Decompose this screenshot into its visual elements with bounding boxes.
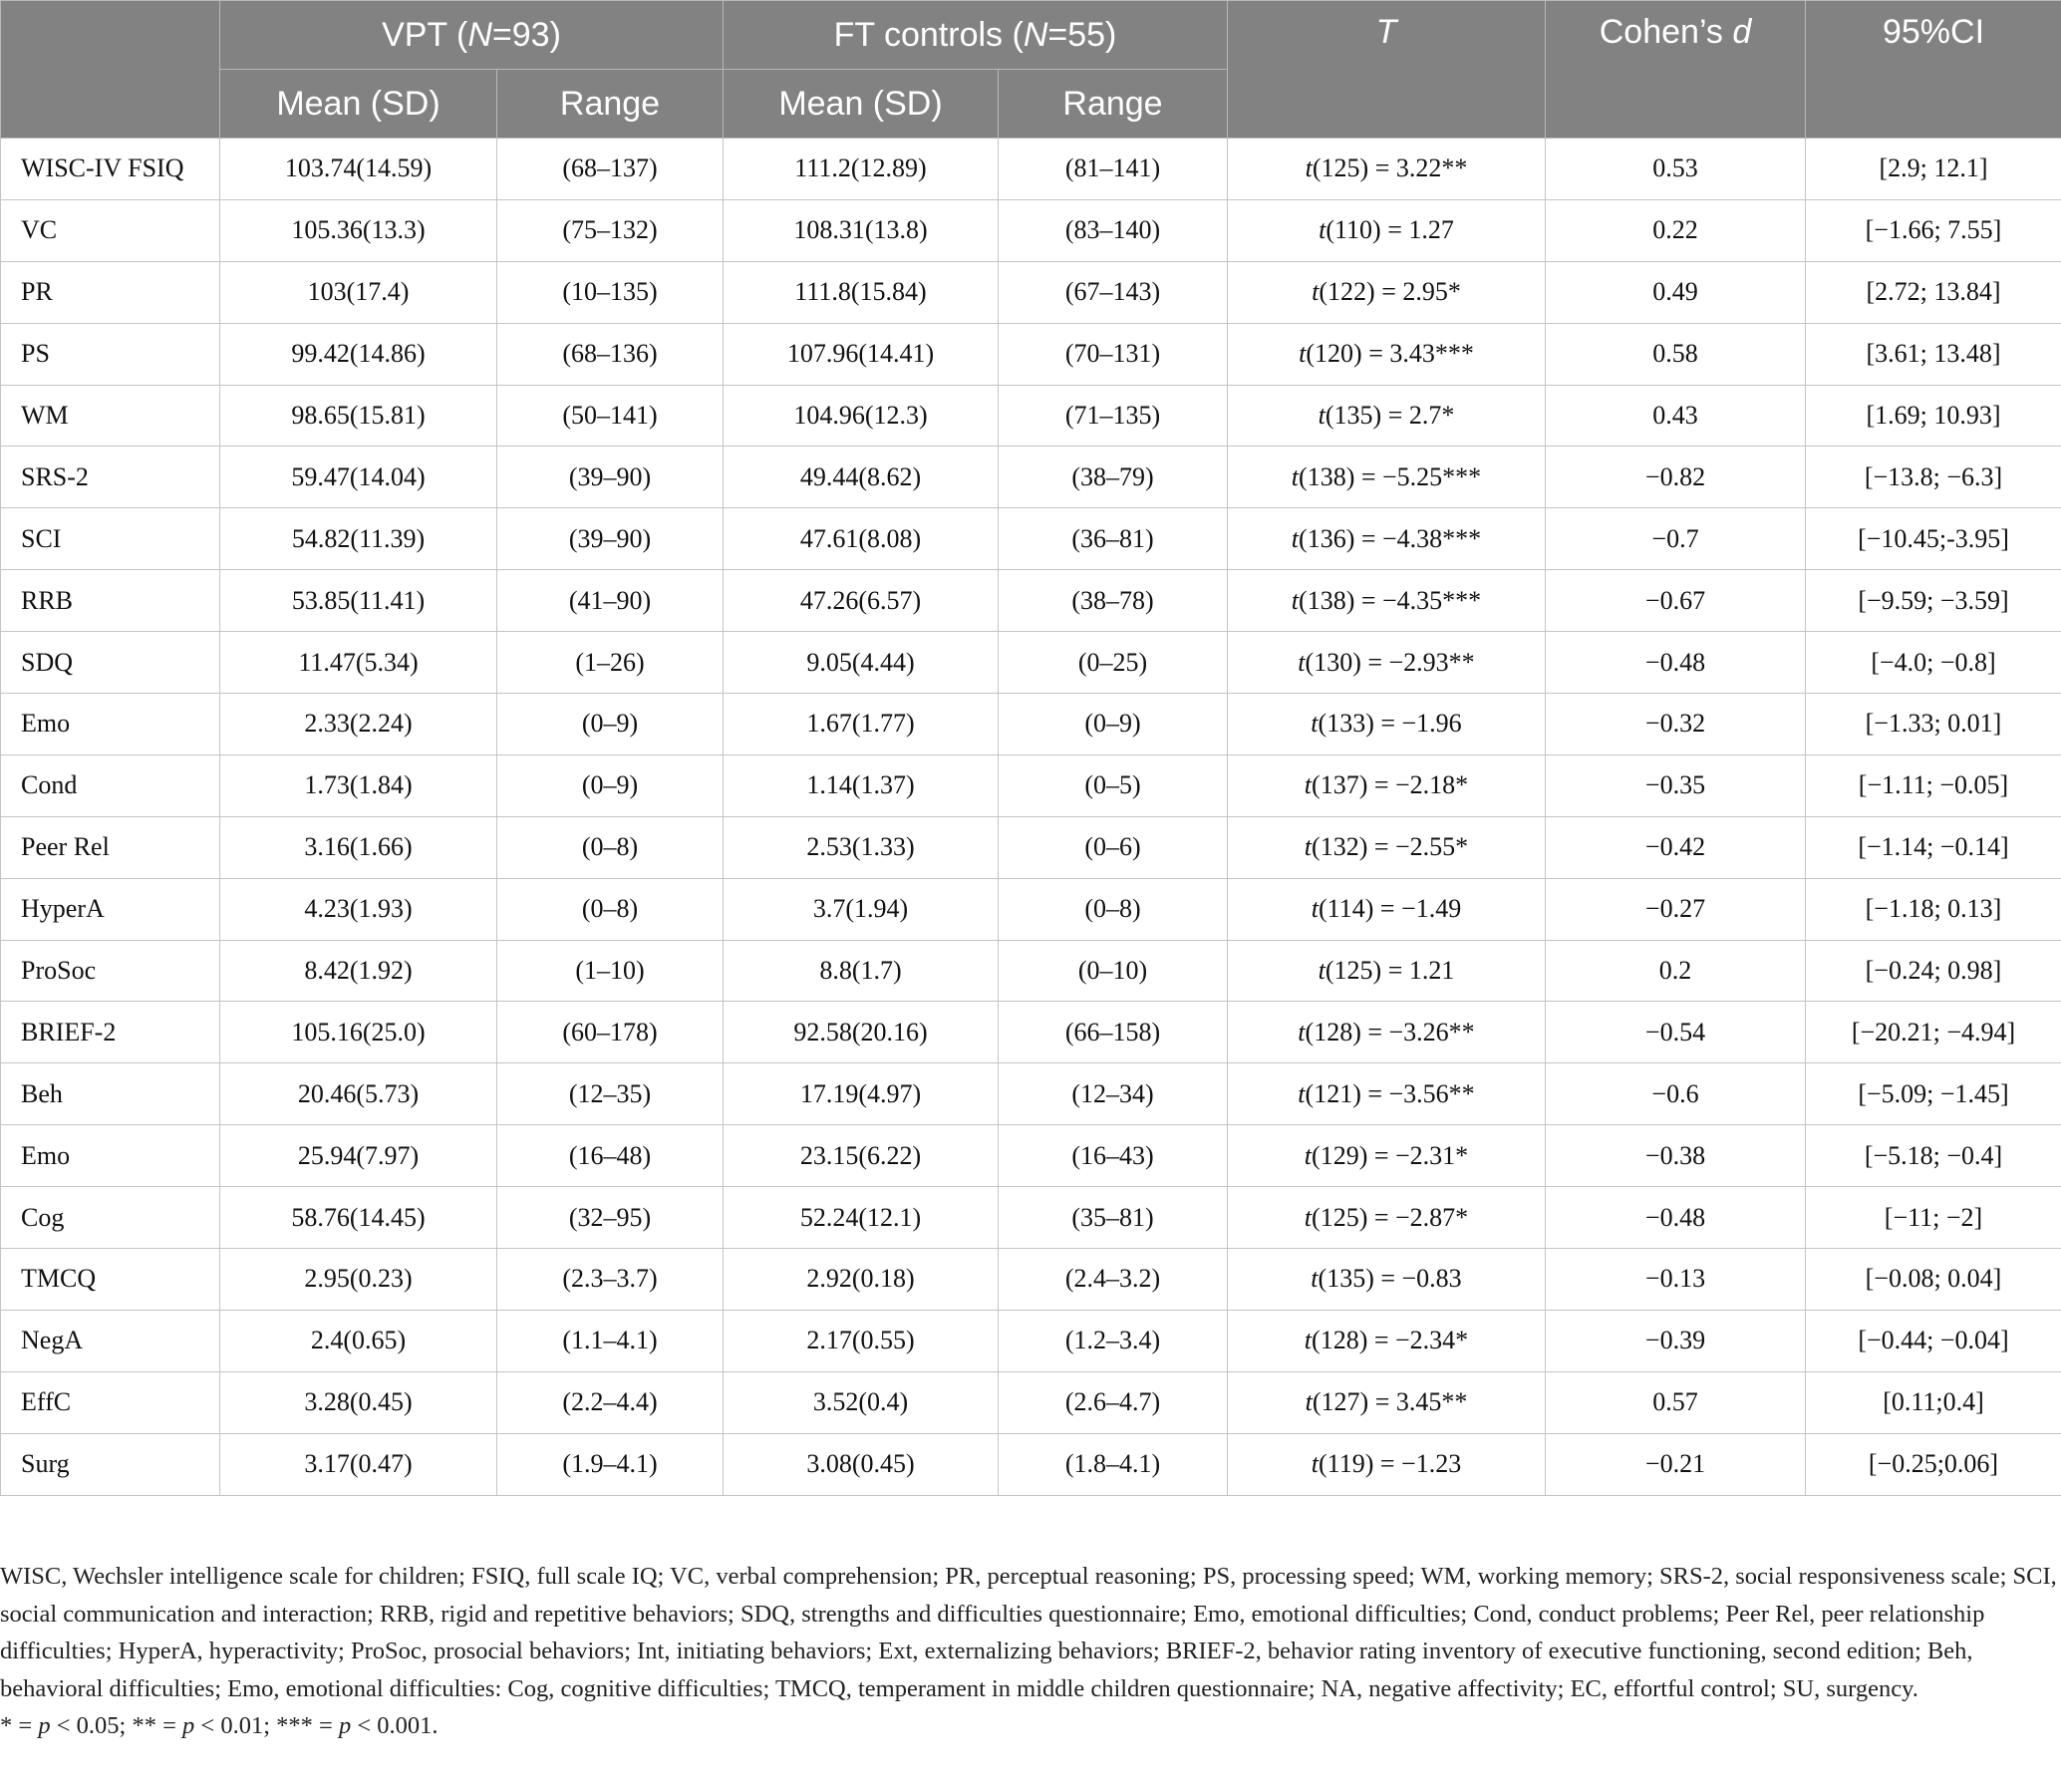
vpt-mean-cell: 4.23(1.93) — [220, 878, 497, 940]
cohens-d-cell: −0.48 — [1546, 632, 1806, 694]
table-row — [1, 385, 2061, 447]
ft-mean-cell: 1.14(1.37) — [724, 754, 999, 816]
ci-cell: [−1.66; 7.55] — [1806, 199, 2061, 261]
t-stat-cell: t(121) = −3.56** — [1228, 1063, 1546, 1125]
ft-mean-cell: 92.58(20.16) — [724, 1002, 999, 1063]
t-stat-cell: t(122) = 2.95* — [1228, 261, 1546, 323]
ft-mean-cell: 1.67(1.77) — [724, 694, 999, 755]
cohens-d-cell: −0.39 — [1546, 1310, 1806, 1371]
ft-mean-cell: 2.53(1.33) — [724, 816, 999, 878]
vpt-range-cell: (0–8) — [497, 816, 724, 878]
ft-range-cell: (0–5) — [999, 754, 1228, 816]
table-row — [1, 139, 2061, 200]
t-stat-cell: t(130) = −2.93** — [1228, 632, 1546, 694]
table-row — [1, 570, 2061, 632]
ft-range-cell: (38–79) — [999, 447, 1228, 508]
ft-mean-cell: 108.31(13.8) — [724, 199, 999, 261]
cohens-d-cell: −0.67 — [1546, 570, 1806, 632]
t-stat-cell: t(136) = −4.38*** — [1228, 508, 1546, 570]
cohens-d-cell: −0.13 — [1546, 1249, 1806, 1311]
cohens-d-cell: 0.2 — [1546, 940, 1806, 1002]
ft-range-cell: (2.4–3.2) — [999, 1249, 1228, 1311]
t-stat-cell: t(132) = −2.55* — [1228, 816, 1546, 878]
row-label: PR — [1, 261, 220, 323]
vpt-mean-cell: 2.33(2.24) — [220, 694, 497, 755]
row-label: TMCQ — [1, 1249, 220, 1311]
vpt-range-cell: (10–135) — [497, 261, 724, 323]
ft-range-cell: (83–140) — [999, 199, 1228, 261]
ci-cell: [1.69; 10.93] — [1806, 385, 2061, 447]
ft-mean-cell: 2.92(0.18) — [724, 1249, 999, 1311]
t-stat-cell: t(138) = −4.35*** — [1228, 570, 1546, 632]
row-label: Peer Rel — [1, 816, 220, 878]
header-cohens-d: Cohen’s d — [1546, 1, 1806, 139]
t-stat-cell: t(128) = −3.26** — [1228, 1002, 1546, 1063]
table-row — [1, 1249, 2061, 1311]
table-row — [1, 816, 2061, 878]
ci-cell: [−10.45;-3.95] — [1806, 508, 2061, 570]
row-label: PS — [1, 323, 220, 385]
table-row — [1, 940, 2061, 1002]
t-stat-cell: t(128) = −2.34* — [1228, 1310, 1546, 1371]
table-row — [1, 1371, 2061, 1433]
t-stat-cell: t(120) = 3.43*** — [1228, 323, 1546, 385]
abbreviations-note: WISC, Wechsler intelligence scale for children; FSIQ, full scale IQ; VC, verbal comprehension; PR, perceptual reasoning; PS, processing speed; WM, working memory; SRS-2, social responsiveness scale; SCI, social communication and interaction; RRB, rigid and repetitive behaviors; SDQ, strengths and difficulties questionnaire; Emo, emotional difficulties; Cond, conduct problems; Peer Rel, peer relationship difficulties; HyperA, hyperactivity; ProSoc, prosocial behaviors; Int, initiating behaviors; Ext, externalizing behaviors; BRIEF-2, behavior rating inventory of executive functioning, second edition; Beh, behavioral difficulties; Emo, emotional difficulties: Cog, cognitive difficulties; TMCQ, temperament in middle children questionnaire; NA, negative affectivity; EC, effortful control; SU, surgency. — [0, 1563, 2057, 1702]
t-stat-cell: t(125) = 3.22** — [1228, 139, 1546, 200]
vpt-mean-cell: 105.16(25.0) — [220, 1002, 497, 1063]
ft-range-cell: (0–6) — [999, 816, 1228, 878]
ft-range-cell: (0–25) — [999, 632, 1228, 694]
t-stat-cell: t(127) = 3.45** — [1228, 1371, 1546, 1433]
ft-range-cell: (67–143) — [999, 261, 1228, 323]
ft-range-cell: (16–43) — [999, 1125, 1228, 1187]
vpt-range-cell: (39–90) — [497, 508, 724, 570]
vpt-range-cell: (0–8) — [497, 878, 724, 940]
ft-range-cell: (81–141) — [999, 139, 1228, 200]
table-row — [1, 199, 2061, 261]
cohens-d-cell: 0.49 — [1546, 261, 1806, 323]
table-header — [1, 1, 2061, 139]
ft-mean-cell: 107.96(14.41) — [724, 323, 999, 385]
ci-cell: [2.9; 12.1] — [1806, 139, 2061, 200]
cohens-d-cell: −0.7 — [1546, 508, 1806, 570]
ci-cell: [0.11;0.4] — [1806, 1371, 2061, 1433]
vpt-mean-cell: 2.4(0.65) — [220, 1310, 497, 1371]
table-row — [1, 694, 2061, 755]
cohens-d-cell: −0.27 — [1546, 878, 1806, 940]
ft-range-cell: (1.8–4.1) — [999, 1433, 1228, 1495]
vpt-range-cell: (2.2–4.4) — [497, 1371, 724, 1433]
vpt-mean-cell: 25.94(7.97) — [220, 1125, 497, 1187]
t-stat-cell: t(125) = 1.21 — [1228, 940, 1546, 1002]
header-ft-mean: Mean (SD) — [724, 70, 999, 139]
t-stat-cell: t(125) = −2.87* — [1228, 1187, 1546, 1249]
ft-range-cell: (71–135) — [999, 385, 1228, 447]
row-label: EffC — [1, 1371, 220, 1433]
ft-range-cell: (0–9) — [999, 694, 1228, 755]
row-label: Cog — [1, 1187, 220, 1249]
ci-cell: [3.61; 13.48] — [1806, 323, 2061, 385]
t-stat-cell: t(110) = 1.27 — [1228, 199, 1546, 261]
table-row — [1, 1187, 2061, 1249]
vpt-mean-cell: 20.46(5.73) — [220, 1063, 497, 1125]
ft-range-cell: (1.2–3.4) — [999, 1310, 1228, 1371]
table-row — [1, 1002, 2061, 1063]
vpt-range-cell: (1.9–4.1) — [497, 1433, 724, 1495]
table-body — [1, 139, 2061, 1496]
row-label: SRS-2 — [1, 447, 220, 508]
row-label: ProSoc — [1, 940, 220, 1002]
vpt-range-cell: (32–95) — [497, 1187, 724, 1249]
table-row — [1, 632, 2061, 694]
row-label: Surg — [1, 1433, 220, 1495]
row-label: WM — [1, 385, 220, 447]
row-label: Emo — [1, 1125, 220, 1187]
header-vpt-mean: Mean (SD) — [220, 70, 497, 139]
ft-mean-cell: 17.19(4.97) — [724, 1063, 999, 1125]
vpt-range-cell: (16–48) — [497, 1125, 724, 1187]
cohens-d-cell: −0.82 — [1546, 447, 1806, 508]
vpt-range-cell: (41–90) — [497, 570, 724, 632]
row-label: WISC-IV FSIQ — [1, 139, 220, 200]
table-row — [1, 508, 2061, 570]
table-row — [1, 754, 2061, 816]
vpt-range-cell: (0–9) — [497, 694, 724, 755]
cohens-d-cell: −0.21 — [1546, 1433, 1806, 1495]
table-row — [1, 1125, 2061, 1187]
ft-range-cell: (2.6–4.7) — [999, 1371, 1228, 1433]
vpt-mean-cell: 3.16(1.66) — [220, 816, 497, 878]
ci-cell: [−1.11; −0.05] — [1806, 754, 2061, 816]
ft-mean-cell: 23.15(6.22) — [724, 1125, 999, 1187]
vpt-mean-cell: 103.74(14.59) — [220, 139, 497, 200]
ci-cell: [−1.14; −0.14] — [1806, 816, 2061, 878]
ft-mean-cell: 3.7(1.94) — [724, 878, 999, 940]
vpt-mean-cell: 58.76(14.45) — [220, 1187, 497, 1249]
ft-mean-cell: 111.8(15.84) — [724, 261, 999, 323]
ci-cell: [−11; −2] — [1806, 1187, 2061, 1249]
ft-range-cell: (38–78) — [999, 570, 1228, 632]
cohens-d-cell: −0.54 — [1546, 1002, 1806, 1063]
t-stat-cell: t(137) = −2.18* — [1228, 754, 1546, 816]
ft-range-cell: (12–34) — [999, 1063, 1228, 1125]
ft-mean-cell: 3.52(0.4) — [724, 1371, 999, 1433]
ci-cell: [−0.08; 0.04] — [1806, 1249, 2061, 1311]
ci-cell: [−0.44; −0.04] — [1806, 1310, 2061, 1371]
vpt-range-cell: (1–10) — [497, 940, 724, 1002]
ci-cell: [−13.8; −6.3] — [1806, 447, 2061, 508]
ci-cell: [−0.24; 0.98] — [1806, 940, 2061, 1002]
vpt-mean-cell: 53.85(11.41) — [220, 570, 497, 632]
vpt-mean-cell: 98.65(15.81) — [220, 385, 497, 447]
vpt-mean-cell: 3.17(0.47) — [220, 1433, 497, 1495]
ft-mean-cell: 47.26(6.57) — [724, 570, 999, 632]
cohens-d-cell: 0.57 — [1546, 1371, 1806, 1433]
table-row — [1, 1310, 2061, 1371]
cohens-d-cell: −0.42 — [1546, 816, 1806, 878]
cohens-d-cell: −0.48 — [1546, 1187, 1806, 1249]
ft-mean-cell: 111.2(12.89) — [724, 139, 999, 200]
t-stat-cell: t(135) = 2.7* — [1228, 385, 1546, 447]
vpt-mean-cell: 8.42(1.92) — [220, 940, 497, 1002]
vpt-mean-cell: 3.28(0.45) — [220, 1371, 497, 1433]
ft-mean-cell: 52.24(12.1) — [724, 1187, 999, 1249]
row-label: Emo — [1, 694, 220, 755]
vpt-range-cell: (1–26) — [497, 632, 724, 694]
t-stat-cell: t(135) = −0.83 — [1228, 1249, 1546, 1311]
cohens-d-cell: 0.22 — [1546, 199, 1806, 261]
vpt-range-cell: (68–136) — [497, 323, 724, 385]
vpt-range-cell: (50–141) — [497, 385, 724, 447]
ft-mean-cell: 2.17(0.55) — [724, 1310, 999, 1371]
ft-mean-cell: 8.8(1.7) — [724, 940, 999, 1002]
ci-cell: [−9.59; −3.59] — [1806, 570, 2061, 632]
cohens-d-cell: −0.6 — [1546, 1063, 1806, 1125]
ft-range-cell: (35–81) — [999, 1187, 1228, 1249]
row-label: BRIEF-2 — [1, 1002, 220, 1063]
vpt-range-cell: (1.1–4.1) — [497, 1310, 724, 1371]
cohens-d-cell: −0.35 — [1546, 754, 1806, 816]
ci-cell: [−1.18; 0.13] — [1806, 878, 2061, 940]
row-label: SDQ — [1, 632, 220, 694]
header-ft-range: Range — [999, 70, 1228, 139]
ft-range-cell: (66–158) — [999, 1002, 1228, 1063]
ft-mean-cell: 104.96(12.3) — [724, 385, 999, 447]
cohens-d-cell: 0.43 — [1546, 385, 1806, 447]
t-stat-cell: t(129) = −2.31* — [1228, 1125, 1546, 1187]
cohens-d-cell: −0.32 — [1546, 694, 1806, 755]
ft-range-cell: (36–81) — [999, 508, 1228, 570]
vpt-mean-cell: 1.73(1.84) — [220, 754, 497, 816]
ft-mean-cell: 49.44(8.62) — [724, 447, 999, 508]
vpt-mean-cell: 103(17.4) — [220, 261, 497, 323]
cohens-d-cell: 0.53 — [1546, 139, 1806, 200]
header-95ci: 95%CI — [1806, 1, 2061, 139]
row-label: Beh — [1, 1063, 220, 1125]
vpt-mean-cell: 54.82(11.39) — [220, 508, 497, 570]
vpt-mean-cell: 2.95(0.23) — [220, 1249, 497, 1311]
table-row — [1, 1433, 2061, 1495]
ci-cell: [−5.18; −0.4] — [1806, 1125, 2061, 1187]
t-stat-cell: t(119) = −1.23 — [1228, 1433, 1546, 1495]
ft-mean-cell: 47.61(8.08) — [724, 508, 999, 570]
ci-cell: [−20.21; −4.94] — [1806, 1002, 2061, 1063]
row-label: Cond — [1, 754, 220, 816]
ft-range-cell: (0–10) — [999, 940, 1228, 1002]
vpt-range-cell: (39–90) — [497, 447, 724, 508]
cohens-d-cell: 0.58 — [1546, 323, 1806, 385]
vpt-range-cell: (68–137) — [497, 139, 724, 200]
header-blank-cell — [1, 1, 220, 139]
table-row — [1, 261, 2061, 323]
row-label: VC — [1, 199, 220, 261]
ft-range-cell: (0–8) — [999, 878, 1228, 940]
ci-cell: [−0.25;0.06] — [1806, 1433, 2061, 1495]
ci-cell: [−4.0; −0.8] — [1806, 632, 2061, 694]
header-ft-group: FT controls (N=55) — [724, 1, 1228, 70]
ft-mean-cell: 9.05(4.44) — [724, 632, 999, 694]
ci-cell: [−5.09; −1.45] — [1806, 1063, 2061, 1125]
table-row — [1, 1063, 2061, 1125]
vpt-mean-cell: 105.36(13.3) — [220, 199, 497, 261]
header-vpt-group: VPT (N=93) — [220, 1, 724, 70]
table-row — [1, 878, 2061, 940]
vpt-range-cell: (12–35) — [497, 1063, 724, 1125]
table-footnotes — [0, 1558, 2061, 1745]
row-label: NegA — [1, 1310, 220, 1371]
ci-cell: [2.72; 13.84] — [1806, 261, 2061, 323]
ci-cell: [−1.33; 0.01] — [1806, 694, 2061, 755]
header-t: T — [1228, 1, 1546, 139]
t-stat-cell: t(114) = −1.49 — [1228, 878, 1546, 940]
vpt-mean-cell: 59.47(14.04) — [220, 447, 497, 508]
significance-note: * = p < 0.05; ** = p < 0.01; *** = p < 0.001. — [0, 1712, 439, 1739]
row-label: HyperA — [1, 878, 220, 940]
header-vpt-range: Range — [497, 70, 724, 139]
vpt-mean-cell: 99.42(14.86) — [220, 323, 497, 385]
row-label: SCI — [1, 508, 220, 570]
t-stat-cell: t(133) = −1.96 — [1228, 694, 1546, 755]
vpt-range-cell: (60–178) — [497, 1002, 724, 1063]
t-stat-cell: t(138) = −5.25*** — [1228, 447, 1546, 508]
cohens-d-cell: −0.38 — [1546, 1125, 1806, 1187]
table-row — [1, 323, 2061, 385]
vpt-mean-cell: 11.47(5.34) — [220, 632, 497, 694]
vpt-range-cell: (75–132) — [497, 199, 724, 261]
row-label: RRB — [1, 570, 220, 632]
table-row — [1, 447, 2061, 508]
ft-range-cell: (70–131) — [999, 323, 1228, 385]
vpt-range-cell: (2.3–3.7) — [497, 1249, 724, 1311]
vpt-range-cell: (0–9) — [497, 754, 724, 816]
ft-mean-cell: 3.08(0.45) — [724, 1433, 999, 1495]
